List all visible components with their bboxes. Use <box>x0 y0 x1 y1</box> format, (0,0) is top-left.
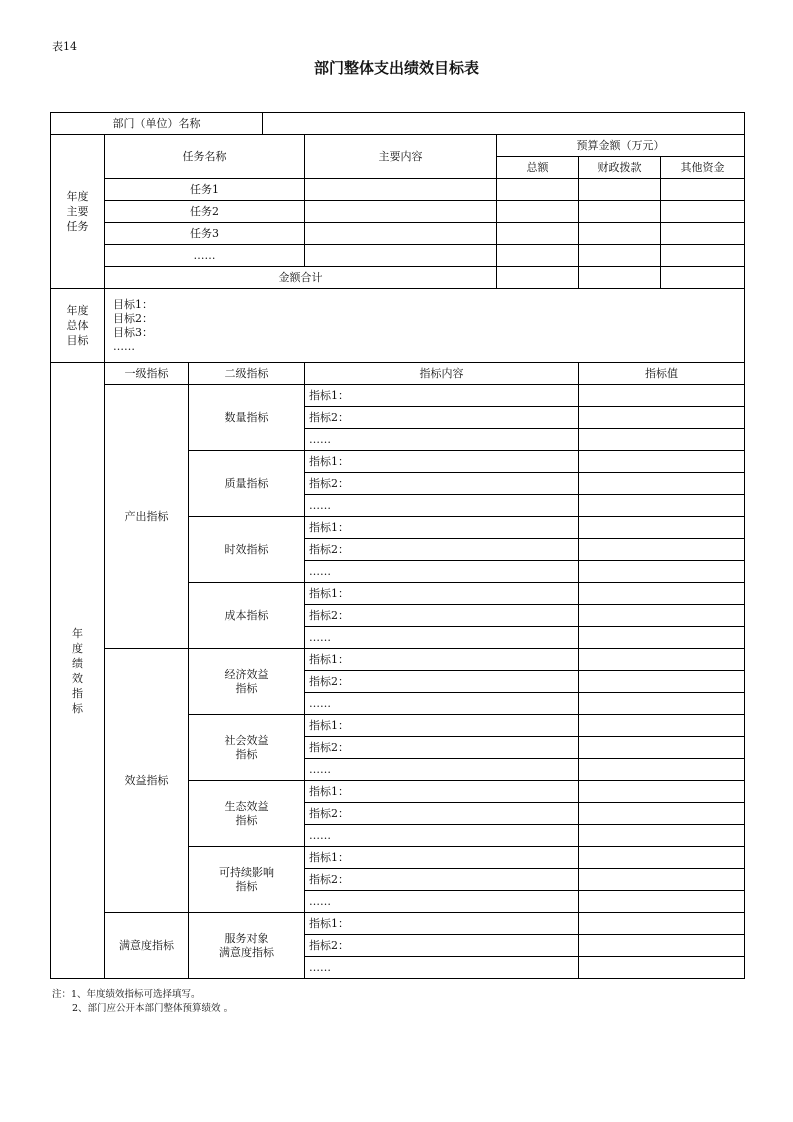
amount-total-label: 金额合计 <box>105 267 497 289</box>
indicator-value-cell[interactable] <box>579 473 745 495</box>
budget-col-header: 其他资金 <box>661 157 745 179</box>
budget-total-cell[interactable] <box>497 201 579 223</box>
level1-indicator: 产出指标 <box>105 385 189 649</box>
indicator-content-cell[interactable]: 指标2： <box>305 407 579 429</box>
indicator-value-cell[interactable] <box>579 451 745 473</box>
amount-fiscal-sum[interactable] <box>579 267 661 289</box>
annual-tasks-label: 年度 主要 任务 <box>51 135 105 289</box>
budget-total-cell[interactable] <box>497 179 579 201</box>
budget-total-cell[interactable] <box>497 223 579 245</box>
task-name-cell: 任务1 <box>105 179 305 201</box>
goal-line: 目标2： <box>113 311 153 325</box>
indicator-content-cell[interactable]: …… <box>305 891 579 913</box>
indicator-value-cell[interactable] <box>579 517 745 539</box>
indicator-value-cell[interactable] <box>579 407 745 429</box>
performance-target-table <box>50 112 745 979</box>
indicator-value-cell[interactable] <box>579 561 745 583</box>
amount-other-sum[interactable] <box>661 267 745 289</box>
goal-line: …… <box>113 339 135 353</box>
task-name-cell: …… <box>105 245 305 267</box>
annual-goals-label: 年度 总体 目标 <box>51 289 105 363</box>
indicator-content-cell[interactable]: 指标1： <box>305 385 579 407</box>
indicator-content-cell[interactable]: 指标2： <box>305 473 579 495</box>
indicator-value-cell[interactable] <box>579 803 745 825</box>
indicator-content-cell[interactable]: 指标1： <box>305 517 579 539</box>
indicator-content-cell[interactable]: 指标2： <box>305 935 579 957</box>
amount-total-sum[interactable] <box>497 267 579 289</box>
table-row <box>51 113 745 135</box>
performance-indicators-label: 年 度 绩 效 指 标 <box>51 363 105 979</box>
indicator-value-cell[interactable] <box>579 825 745 847</box>
dept-name-label: 部门（单位）名称 <box>51 113 263 135</box>
indicator-content-cell[interactable]: 指标2： <box>305 869 579 891</box>
level2-indicator: 服务对象 满意度指标 <box>189 913 305 979</box>
table-row <box>51 363 745 385</box>
budget-col-header: 总额 <box>497 157 579 179</box>
table-row <box>51 135 745 157</box>
budget-fiscal-cell[interactable] <box>579 179 661 201</box>
indicator-content-cell[interactable]: 指标2： <box>305 737 579 759</box>
indicator-value-cell[interactable] <box>579 957 745 979</box>
indicator-content-cell[interactable]: …… <box>305 561 579 583</box>
level2-indicator: 成本指标 <box>189 583 305 649</box>
indicator-content-cell[interactable]: …… <box>305 825 579 847</box>
level2-indicator: 生态效益 指标 <box>189 781 305 847</box>
indicator-value-cell[interactable] <box>579 539 745 561</box>
budget-header: 预算金额（万元） <box>497 135 745 157</box>
budget-fiscal-cell[interactable] <box>579 245 661 267</box>
task-content-cell[interactable] <box>305 179 497 201</box>
indicator-content-cell[interactable]: 指标2： <box>305 539 579 561</box>
level2-indicator: 质量指标 <box>189 451 305 517</box>
indicator-value-header: 指标值 <box>579 363 745 385</box>
indicator-value-cell[interactable] <box>579 671 745 693</box>
indicator-content-cell[interactable]: 指标1： <box>305 715 579 737</box>
indicator-content-cell[interactable]: …… <box>305 627 579 649</box>
task-content-cell[interactable] <box>305 201 497 223</box>
budget-other-cell[interactable] <box>661 201 745 223</box>
table-row <box>51 385 745 407</box>
indicator-value-cell[interactable] <box>579 627 745 649</box>
indicator-content-cell[interactable]: 指标2： <box>305 671 579 693</box>
indicator-value-cell[interactable] <box>579 693 745 715</box>
task-name-cell: 任务3 <box>105 223 305 245</box>
level2-indicator: 时效指标 <box>189 517 305 583</box>
table-row <box>51 179 745 201</box>
task-name-cell: 任务2 <box>105 201 305 223</box>
indicator-value-cell[interactable] <box>579 385 745 407</box>
table-row <box>51 245 745 267</box>
task-content-cell[interactable] <box>305 245 497 267</box>
indicator-value-cell[interactable] <box>579 649 745 671</box>
budget-other-cell[interactable] <box>661 179 745 201</box>
note-2: 2、部门应公开本部门整体预算绩效 。 <box>72 1003 234 1014</box>
indicator-value-cell[interactable] <box>579 495 745 517</box>
table-row <box>51 649 745 671</box>
level2-indicator: 经济效益 指标 <box>189 649 305 715</box>
level2-indicator: 社会效益 指标 <box>189 715 305 781</box>
indicator-value-cell[interactable] <box>579 737 745 759</box>
dept-name-value[interactable] <box>263 113 745 135</box>
indicator-content-cell[interactable]: …… <box>305 693 579 715</box>
budget-col-header: 财政拨款 <box>579 157 661 179</box>
indicator-content-header: 指标内容 <box>305 363 579 385</box>
budget-total-cell[interactable] <box>497 245 579 267</box>
indicator-content-cell[interactable]: 指标1： <box>305 583 579 605</box>
task-content-cell[interactable] <box>305 223 497 245</box>
level2-indicator: 可持续影响 指标 <box>189 847 305 913</box>
table-row <box>51 267 745 289</box>
indicator-content-cell[interactable]: …… <box>305 957 579 979</box>
indicator-value-cell[interactable] <box>579 913 745 935</box>
table-row <box>51 289 745 363</box>
page-title: 部门整体支出绩效目标表 <box>313 59 479 77</box>
level1-indicator: 满意度指标 <box>105 913 189 979</box>
indicator-content-cell[interactable]: 指标2： <box>305 803 579 825</box>
budget-other-cell[interactable] <box>661 223 745 245</box>
table-row <box>51 223 745 245</box>
indicator-value-cell[interactable] <box>579 891 745 913</box>
indicator-value-cell[interactable] <box>579 583 745 605</box>
annual-goals-content[interactable] <box>105 289 745 363</box>
budget-fiscal-cell[interactable] <box>579 201 661 223</box>
indicator-value-cell[interactable] <box>579 781 745 803</box>
task-name-header: 任务名称 <box>105 135 305 179</box>
goal-line: 目标1： <box>113 297 153 311</box>
indicator-value-cell[interactable] <box>579 715 745 737</box>
level2-header: 二级指标 <box>189 363 305 385</box>
level1-indicator: 效益指标 <box>105 649 189 913</box>
indicator-value-cell[interactable] <box>579 847 745 869</box>
indicator-value-cell[interactable] <box>579 759 745 781</box>
indicator-content-cell[interactable]: …… <box>305 429 579 451</box>
indicator-content-cell[interactable]: …… <box>305 759 579 781</box>
indicator-value-cell[interactable] <box>579 605 745 627</box>
indicator-content-cell[interactable]: 指标1： <box>305 781 579 803</box>
main-content-header: 主要内容 <box>305 135 497 179</box>
indicator-content-cell[interactable]: 指标2： <box>305 605 579 627</box>
notes <box>52 988 233 1016</box>
indicator-content-cell[interactable]: …… <box>305 495 579 517</box>
indicator-content-cell[interactable]: 指标1： <box>305 649 579 671</box>
level2-indicator: 数量指标 <box>189 385 305 451</box>
indicator-value-cell[interactable] <box>579 935 745 957</box>
level1-header: 一级指标 <box>105 363 189 385</box>
goal-line: 目标3： <box>113 325 153 339</box>
table-number: 表14 <box>52 40 77 53</box>
indicator-content-cell[interactable]: 指标1： <box>305 913 579 935</box>
note-1: 注：1、年度绩效指标可选择填写。 <box>52 989 201 1000</box>
indicator-value-cell[interactable] <box>579 869 745 891</box>
budget-other-cell[interactable] <box>661 245 745 267</box>
indicator-content-cell[interactable]: 指标1： <box>305 451 579 473</box>
indicator-value-cell[interactable] <box>579 429 745 451</box>
budget-fiscal-cell[interactable] <box>579 223 661 245</box>
table-row <box>51 201 745 223</box>
table-row <box>51 913 745 935</box>
indicator-content-cell[interactable]: 指标1： <box>305 847 579 869</box>
